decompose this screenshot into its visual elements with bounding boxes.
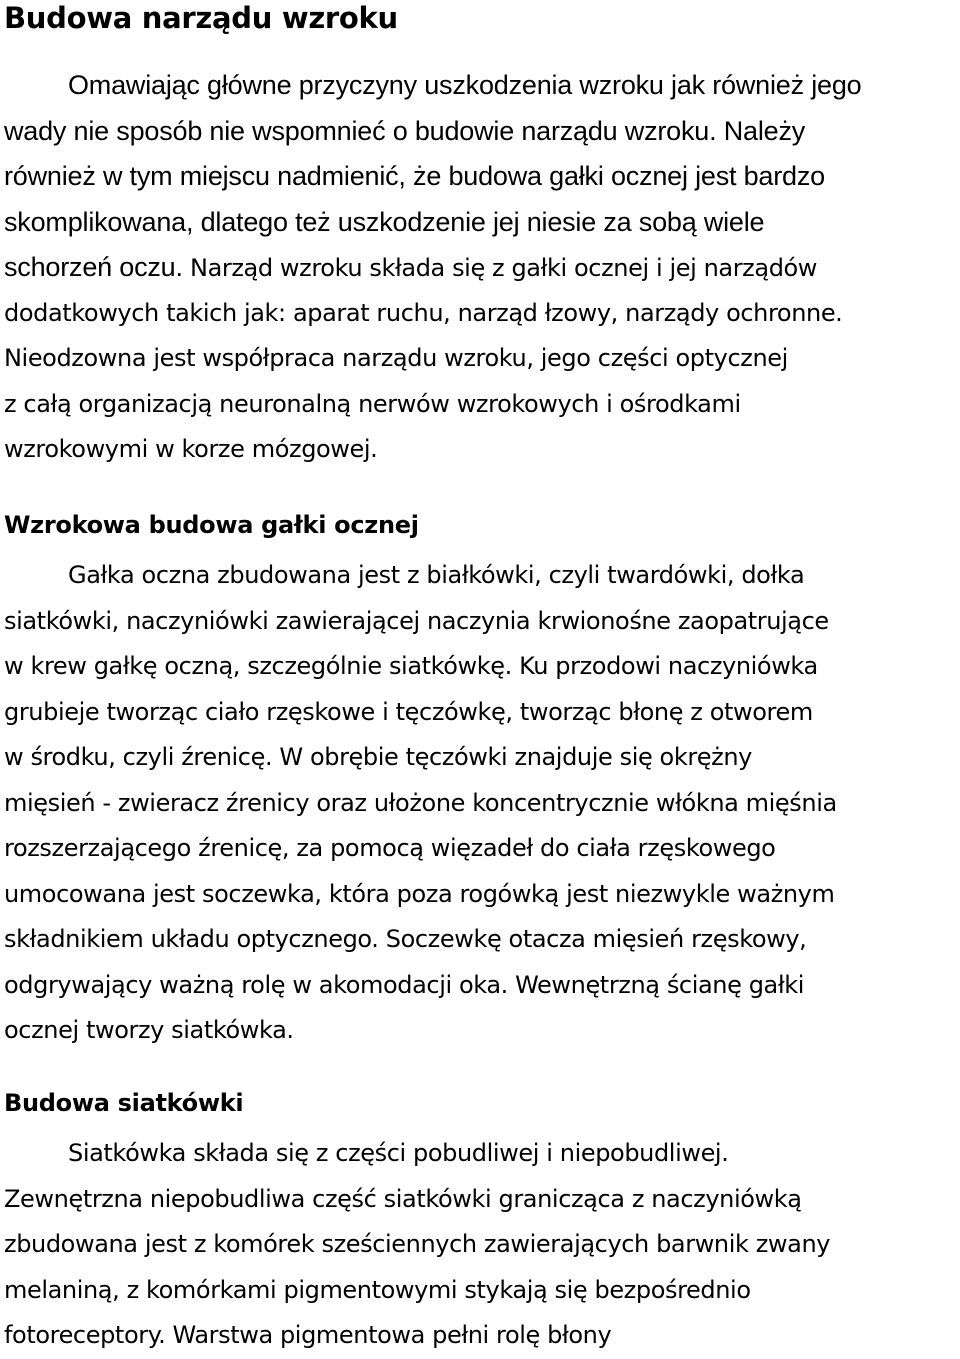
retina-paragraph	[4, 1131, 830, 1359]
text-line: Omawiając główne przyczyny uszkodzenia wzroku jak również jego	[68, 70, 862, 100]
text-line: ocznej tworzy siatkówka.	[4, 1016, 294, 1044]
eyeball-paragraph	[4, 553, 837, 1054]
text-line: składnikiem układu optycznego. Soczewkę otacza mięsień rzęskowy,	[4, 925, 807, 953]
text-line	[4, 245, 861, 291]
text-line: grubieje tworząc ciało rzęskowe i tęczówkę, tworząc błonę z otworem	[4, 697, 813, 726]
text-line: z całą organizacją neuronalną nerwów wzrokowych i ośrodkami	[4, 389, 741, 418]
text-line: w środku, czyli źrenicę. W obrębie tęczówki znajduje się okrężny	[4, 743, 752, 771]
text-line: siatkówki, naczyniówki zawierającej naczynia krwionośne zaopatrujące	[4, 606, 829, 635]
text-line: Gałka oczna zbudowana jest z białkówki, czyli twardówki, dołka	[68, 561, 805, 589]
text-line: wzrokowymi w korze mózgowej.	[4, 435, 378, 463]
document-title: Budowa narządu wzroku	[4, 1, 398, 35]
text-line: umocowana jest soczewka, która poza rogówką jest niezwykle ważnym	[4, 879, 835, 908]
text-line: odgrywający ważną rolę w akomodacji oka. Wewnętrzną ścianę gałki	[4, 970, 805, 999]
text-line: skomplikowana, dlatego też uszkodzenie jej niesie za sobą wiele	[4, 206, 765, 237]
text-line: fotoreceptory. Warstwa pigmentowa pełni rolę błony	[4, 1321, 612, 1349]
text-line: w krew gałkę oczną, szczególnie siatkówkę. Ku przodowi naczyniówka	[4, 652, 818, 680]
text-line: Nieodzowna jest współpraca narządu wzroku, jego części optycznej	[4, 344, 788, 372]
text-line: Siatkówka składa się z części pobudliwej i niepobudliwej.	[68, 1139, 729, 1167]
document-page	[4, 0, 956, 1349]
section-heading: Wzrokowa budowa gałki ocznej	[4, 511, 419, 539]
text-line: mięsień - zwieracz źrenicy oraz ułożone koncentrycznie włókna mięśnia	[4, 788, 837, 817]
text-line: wady nie sposób nie wspomnieć o budowie narządu wzroku. Należy	[4, 115, 806, 146]
intro-paragraph	[4, 63, 861, 473]
section-heading: Budowa siatkówki	[4, 1089, 244, 1117]
text-line: dodatkowych takich jak: aparat ruchu, narząd łzowy, narządy ochronne.	[4, 298, 843, 327]
text-span: schorzeń oczu.	[4, 252, 183, 282]
text-line: zbudowana jest z komórek sześciennych zawierających barwnik zwany	[4, 1230, 831, 1258]
text-line: melaniną, z komórkami pigmentowymi stykają się bezpośrednio	[4, 1275, 751, 1304]
text-line: rozszerzającego źrenicę, za pomocą więzadeł do ciała rzęskowego	[4, 834, 776, 862]
text-line: również w tym miejscu nadmienić, że budowa gałki ocznej jest bardzo	[4, 161, 825, 191]
text-line: Zewnętrzna niepobudliwa część siatkówki granicząca z naczyniówką	[4, 1184, 802, 1213]
text-span: Narząd wzroku składa się z gałki ocznej i jej narządów	[182, 254, 818, 282]
